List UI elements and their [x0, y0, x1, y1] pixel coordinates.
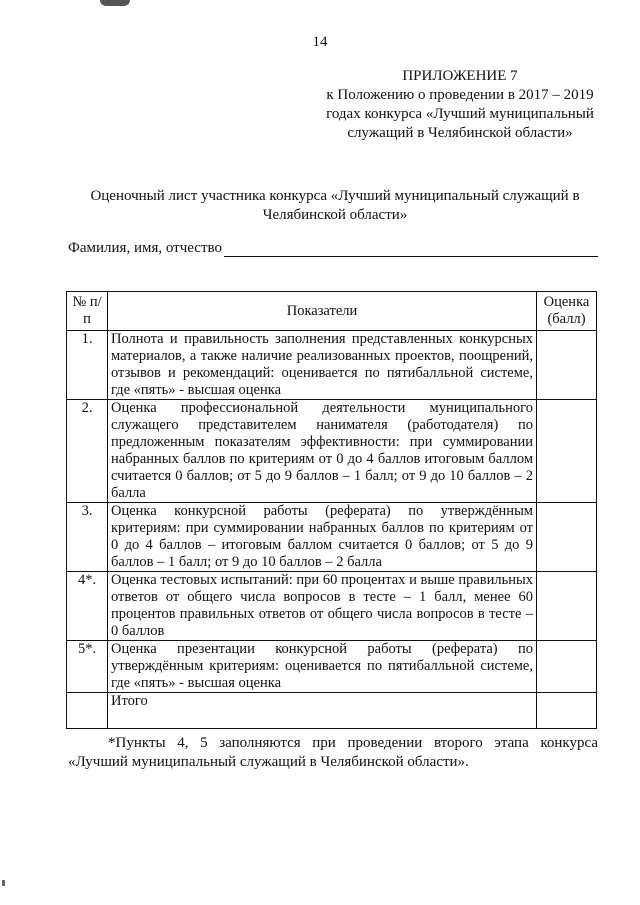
row-num [67, 693, 108, 729]
table-row [67, 331, 597, 400]
table-row [67, 641, 597, 693]
row-indicator: Оценка профессиональной деятельности муниципального служащего представителем нанимателя (работодателя) по предложенным показателям эффективности: при суммировании набранных баллов по критериям от 0 до 4 баллов итоговым баллом считается 0 баллов; от 5 до 9 баллов – 1 балл; от 9 до 10 баллов – 2 балла [108, 400, 537, 503]
fio-field [68, 240, 598, 257]
appendix-subtitle: к Положению о проведении в 2017 – 2019 годах конкурса «Лучший муниципальный служащий в Челябинской области» [326, 87, 594, 141]
row-score-cell[interactable] [537, 641, 597, 693]
table-row [67, 572, 597, 641]
document-title: Оценочный лист участника конкурса «Лучший муниципальный служащий в Челябинской области» [90, 188, 580, 223]
row-score-cell[interactable] [537, 693, 597, 729]
row-score-cell[interactable] [537, 400, 597, 503]
row-num: 2. [67, 400, 108, 503]
appendix-block [315, 67, 605, 143]
row-indicator: Полнота и правильность заполнения представленных конкурсных материалов, а также наличие реализованных проектов, поощрений, отзывов и рекомендаций: оценивается по пятибалльной системе, где «пять» - высшая оценка [108, 331, 537, 400]
table-row [67, 400, 597, 503]
row-score-cell[interactable] [537, 331, 597, 400]
row-indicator: Оценка презентации конкурсной работы (реферата) по утверждённым критериям: оценивается по пятибалльной системе, где «пять» - высшая оценка [108, 641, 537, 693]
row-total-label: Итого [108, 693, 537, 729]
row-num: 3. [67, 503, 108, 572]
table-row [67, 503, 597, 572]
scan-artifact-top [100, 0, 130, 6]
row-score-cell[interactable] [537, 572, 597, 641]
row-indicator: Оценка конкурсной работы (реферата) по утверждённым критериям: при суммировании набранных баллов по критериям от 0 до 4 баллов – итоговым баллом считается 0 баллов; от 5 до 9 баллов – 1 балл; от 9 до 10 баллов – 2 балла [108, 503, 537, 572]
header-score: Оценка (балл) [537, 292, 597, 331]
header-num: № п/п [67, 292, 108, 331]
fio-label: Фамилия, имя, отчество [68, 240, 222, 256]
scan-artifact-left [2, 880, 5, 886]
page-number: 14 [312, 34, 328, 50]
appendix-heading: ПРИЛОЖЕНИЕ 7 [402, 68, 518, 84]
row-num: 5*. [67, 641, 108, 693]
fio-blank-line[interactable] [224, 241, 598, 257]
header-indicators: Показатели [108, 292, 537, 331]
row-num: 4*. [67, 572, 108, 641]
evaluation-table [66, 291, 597, 729]
row-num: 1. [67, 331, 108, 400]
table-row-total [67, 693, 597, 729]
row-indicator: Оценка тестовых испытаний: при 60 процентах и выше правильных ответов от общего числа вопросов в тесте – 1 балл, менее 60 процентов правильных ответов от общего числа вопросов в тесте – 0 баллов [108, 572, 537, 641]
table-header-row [67, 292, 597, 331]
footnote: *Пункты 4, 5 заполняются при проведении второго этапа конкурса «Лучший муниципальный служащий в Челябинской области». [68, 735, 598, 770]
row-score-cell[interactable] [537, 503, 597, 572]
